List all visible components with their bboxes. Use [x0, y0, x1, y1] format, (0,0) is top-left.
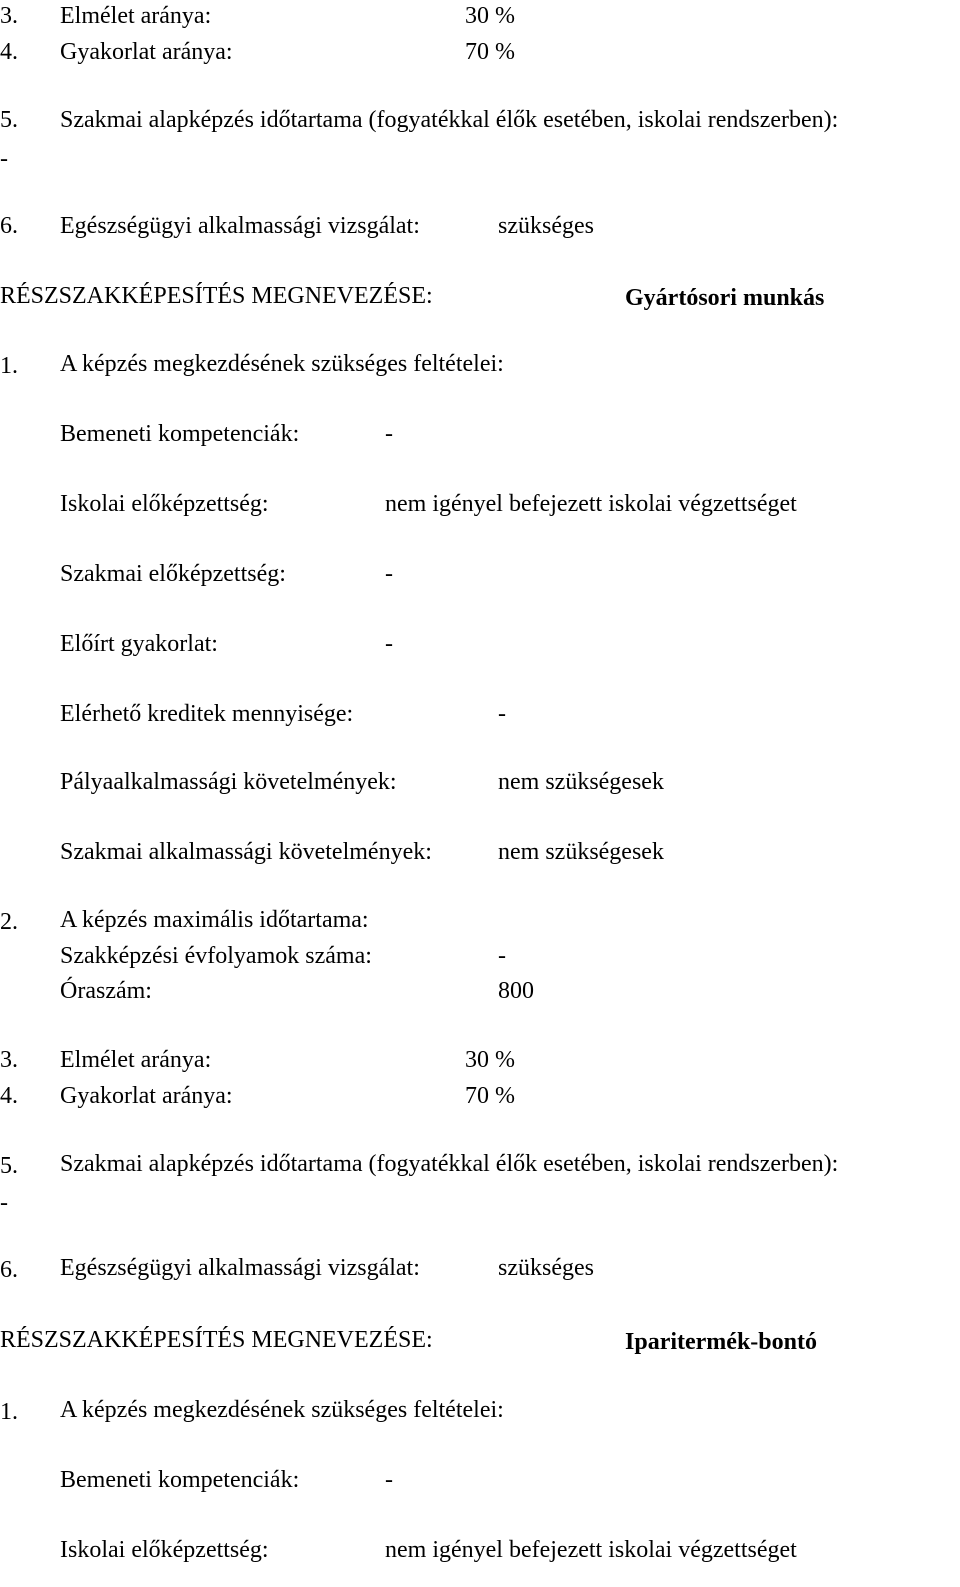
health-exam-label: Egészségügyi alkalmassági vizsgálat: — [60, 1255, 420, 1281]
grade-count-value: - — [498, 943, 506, 969]
input-competencies-label: Bemeneti kompetenciák: — [60, 1467, 300, 1493]
qualification-name: Gyártósori munkás — [625, 285, 825, 311]
item-number: 2. — [0, 909, 18, 935]
input-competencies-value: - — [385, 1467, 393, 1493]
item-number: 3. — [0, 3, 18, 29]
qualification-name: Iparitermék-bontó — [625, 1329, 817, 1355]
hours-label: Óraszám: — [60, 978, 152, 1004]
item-number: 6. — [0, 213, 18, 239]
item-number: 5. — [0, 1153, 18, 1179]
item-number: 3. — [0, 1047, 18, 1073]
vocational-prerequisite-label: Szakmai előképzettség: — [60, 561, 286, 587]
career-aptitude-label: Pályaalkalmassági követelmények: — [60, 769, 397, 795]
entry-conditions-label: A képzés megkezdésének szükséges feltételei: — [60, 1397, 504, 1423]
theory-ratio-label: Elmélet aránya: — [60, 1047, 212, 1073]
practice-ratio-value: 70 % — [465, 39, 515, 65]
hours-value: 800 — [498, 978, 534, 1004]
max-duration-label: A képzés maximális időtartama: — [60, 907, 369, 933]
school-prerequisite-label: Iskolai előképzettség: — [60, 1537, 269, 1563]
practice-ratio-label: Gyakorlat aránya: — [60, 39, 233, 65]
item-number: 1. — [0, 353, 18, 379]
entry-conditions-label: A képzés megkezdésének szükséges feltételei: — [60, 351, 504, 377]
item-number: 6. — [0, 1257, 18, 1283]
theory-ratio-label: Elmélet aránya: — [60, 3, 212, 29]
school-prerequisite-value: nem igényel befejezett iskolai végzettséget — [385, 491, 797, 517]
school-prerequisite-label: Iskolai előképzettség: — [60, 491, 269, 517]
item-number: 4. — [0, 39, 18, 65]
input-competencies-value: - — [385, 421, 393, 447]
basic-training-duration-value: - — [0, 1190, 8, 1216]
health-exam-value: szükséges — [498, 213, 594, 239]
section-heading: RÉSZSZAKKÉPESÍTÉS MEGNEVEZÉSE: — [0, 1327, 433, 1353]
grade-count-label: Szakképzési évfolyamok száma: — [60, 943, 372, 969]
required-practice-label: Előírt gyakorlat: — [60, 631, 218, 657]
vocational-prerequisite-value: - — [385, 561, 393, 587]
practice-ratio-label: Gyakorlat aránya: — [60, 1083, 233, 1109]
input-competencies-label: Bemeneti kompetenciák: — [60, 421, 300, 447]
credits-value: - — [498, 701, 506, 727]
basic-training-duration-label: Szakmai alapképzés időtartama (fogyatékkal élők esetében, iskolai rendszerben): — [60, 1151, 839, 1177]
item-number: 1. — [0, 1399, 18, 1425]
professional-aptitude-label: Szakmai alkalmassági követelmények: — [60, 839, 432, 865]
health-exam-value: szükséges — [498, 1255, 594, 1281]
item-number: 4. — [0, 1083, 18, 1109]
professional-aptitude-value: nem szükségesek — [498, 839, 664, 865]
practice-ratio-value: 70 % — [465, 1083, 515, 1109]
school-prerequisite-value: nem igényel befejezett iskolai végzettséget — [385, 1537, 797, 1563]
health-exam-label: Egészségügyi alkalmassági vizsgálat: — [60, 213, 420, 239]
theory-ratio-value: 30 % — [465, 3, 515, 29]
career-aptitude-value: nem szükségesek — [498, 769, 664, 795]
basic-training-duration-label: Szakmai alapképzés időtartama (fogyatékkal élők esetében, iskolai rendszerben): — [60, 107, 839, 133]
required-practice-value: - — [385, 631, 393, 657]
basic-training-duration-value: - — [0, 146, 8, 172]
credits-label: Elérhető kreditek mennyisége: — [60, 701, 354, 727]
theory-ratio-value: 30 % — [465, 1047, 515, 1073]
item-number: 5. — [0, 107, 18, 133]
section-heading: RÉSZSZAKKÉPESÍTÉS MEGNEVEZÉSE: — [0, 283, 433, 309]
